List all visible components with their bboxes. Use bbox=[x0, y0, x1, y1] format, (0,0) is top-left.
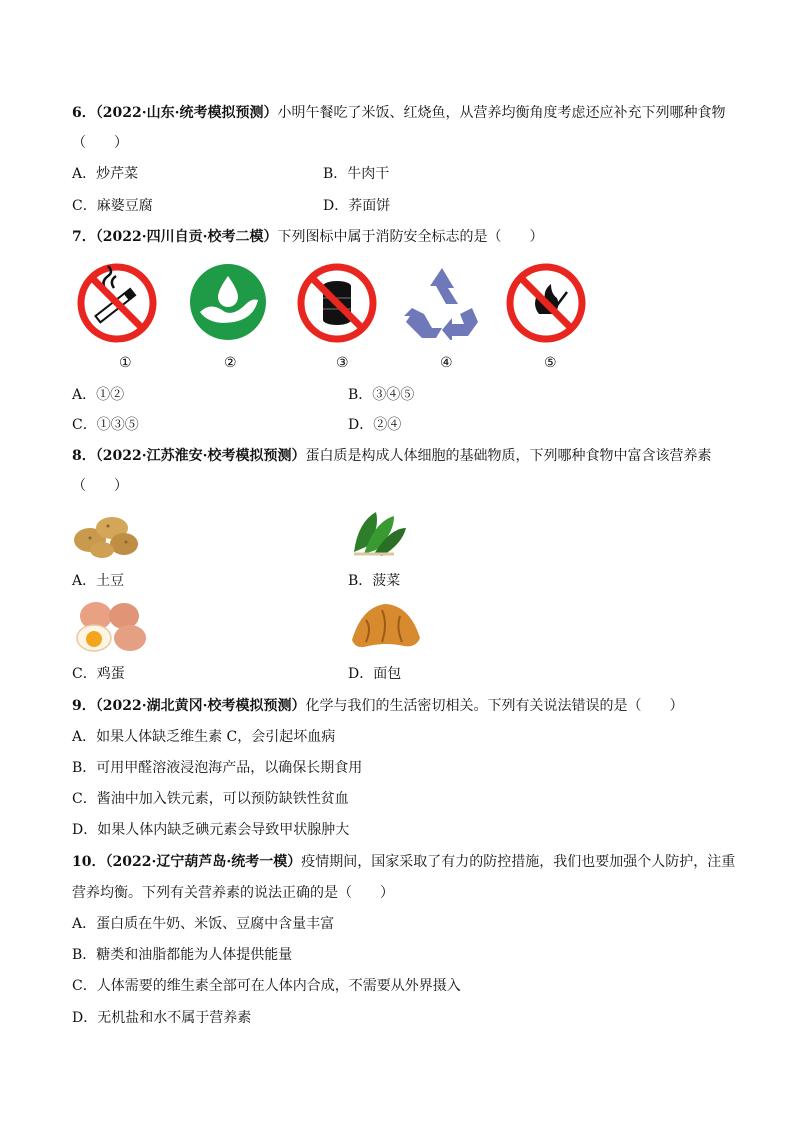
question-7-option-c[interactable]: C．①③⑤ bbox=[72, 417, 139, 433]
question-8-stem-cont: （ ） bbox=[72, 478, 128, 494]
question-number: 9． bbox=[72, 698, 96, 714]
question-7-option-d[interactable]: D．②④ bbox=[348, 417, 402, 433]
question-source: （2022·辽宁葫芦岛·统考一模） bbox=[105, 854, 302, 870]
bread-image bbox=[348, 600, 422, 652]
egg-image bbox=[72, 598, 150, 654]
question-6-option-a[interactable]: A．炒芹菜 bbox=[72, 166, 139, 182]
question-number: 8． bbox=[72, 448, 96, 464]
question-7-option-a[interactable]: A．①② bbox=[72, 387, 125, 403]
question-number: 6． bbox=[72, 105, 96, 121]
recycle-icon bbox=[402, 264, 482, 340]
icon-label-4: ④ bbox=[440, 355, 453, 371]
question-9-option-b[interactable]: B．可用甲醛溶液浸泡海产品，以确保长期食用 bbox=[72, 760, 363, 776]
no-smoking-icon bbox=[76, 262, 158, 344]
question-10-option-c[interactable]: C．人体需要的维生素全部可在人体内合成，不需要从外界摄入 bbox=[72, 978, 461, 994]
question-6-option-d[interactable]: D．荞面饼 bbox=[323, 198, 391, 214]
spinach-image bbox=[348, 508, 410, 558]
question-8-stem bbox=[72, 447, 711, 465]
question-text: 蛋白质是构成人体细胞的基础物质，下列哪种食物中富含该营养素 bbox=[305, 448, 712, 464]
question-number: 7． bbox=[72, 229, 96, 245]
question-text: 疫情期间，国家采取了有力的防控措施，我们也要加强个人防护，注重 bbox=[301, 854, 736, 870]
question-10-option-d[interactable]: D．无机盐和水不属于营养素 bbox=[72, 1010, 252, 1026]
water-saving-icon bbox=[188, 262, 268, 342]
question-number: 10． bbox=[72, 854, 106, 870]
question-10-option-b[interactable]: B．糖类和油脂都能为人体提供能量 bbox=[72, 947, 293, 963]
question-7-option-b[interactable]: B．③④⑤ bbox=[348, 387, 415, 403]
question-10-stem bbox=[72, 853, 735, 871]
icon-label-1: ① bbox=[119, 355, 132, 371]
question-6-stem-cont: （ ） bbox=[72, 135, 128, 151]
icon-label-3: ③ bbox=[336, 355, 349, 371]
question-8-option-c[interactable]: C．鸡蛋 bbox=[72, 666, 125, 682]
question-10-stem-cont: 营养均衡。下列有关营养素的说法正确的是（ ） bbox=[72, 885, 394, 901]
question-6-stem bbox=[72, 104, 725, 122]
question-10-option-a[interactable]: A．蛋白质在牛奶、米饭、豆腐中含量丰富 bbox=[72, 916, 335, 932]
question-text: 化学与我们的生活密切相关。下列有关说法错误的是（ ） bbox=[305, 698, 684, 714]
no-fire-icon bbox=[505, 262, 587, 344]
potato-image bbox=[72, 506, 140, 560]
question-9-option-c[interactable]: C．酱油中加入铁元素，可以预防缺铁性贫血 bbox=[72, 791, 349, 807]
question-source: （2022·山东·统考模拟预测） bbox=[95, 105, 278, 121]
question-source: （2022·江苏淮安·校考模拟预测） bbox=[95, 448, 306, 464]
question-6-option-b[interactable]: B．牛肉干 bbox=[323, 166, 390, 182]
question-source: （2022·湖北黄冈·校考模拟预测） bbox=[95, 698, 306, 714]
question-6-option-c[interactable]: C．麻婆豆腐 bbox=[72, 198, 153, 214]
question-7-stem bbox=[72, 228, 543, 246]
question-text: 小明午餐吃了米饭、红烧鱼，从营养均衡角度考虑还应补充下列哪种食物 bbox=[277, 105, 726, 121]
icon-label-2: ② bbox=[224, 355, 237, 371]
no-oil-drum-icon bbox=[296, 262, 378, 344]
question-9-stem bbox=[72, 697, 683, 715]
question-8-option-b[interactable]: B．菠菜 bbox=[348, 573, 401, 589]
question-source: （2022·四川自贡·校考二模） bbox=[95, 229, 278, 245]
question-8-option-d[interactable]: D．面包 bbox=[348, 666, 402, 682]
question-9-option-d[interactable]: D．如果人体内缺乏碘元素会导致甲状腺肿大 bbox=[72, 822, 350, 838]
question-9-option-a[interactable]: A．如果人体缺乏维生素 C，会引起坏血病 bbox=[72, 729, 336, 745]
icon-label-5: ⑤ bbox=[544, 355, 557, 371]
question-text: 下列图标中属于消防安全标志的是（ ） bbox=[277, 229, 544, 245]
question-8-option-a[interactable]: A．土豆 bbox=[72, 573, 125, 589]
